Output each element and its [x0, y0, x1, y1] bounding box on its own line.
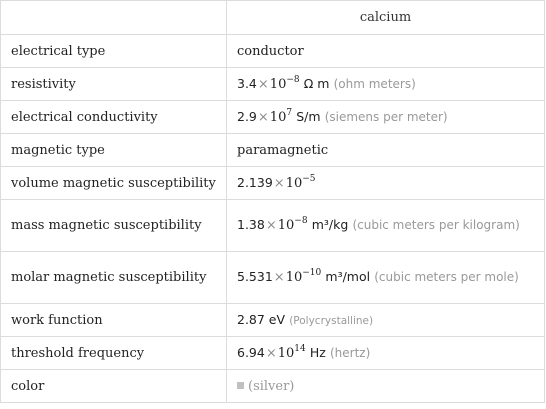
table-row — [1, 35, 545, 68]
table-row — [1, 68, 545, 101]
exponent: −8 — [286, 75, 300, 85]
unit-description: (cubic meters per mole) — [374, 270, 519, 284]
row-value: paramagnetic — [227, 134, 545, 167]
header-row — [1, 1, 545, 35]
mantissa: 2.139 — [237, 175, 273, 190]
exponent: 14 — [294, 344, 306, 354]
mantissa: 2.9 — [237, 109, 257, 124]
exponent: −8 — [294, 216, 308, 226]
row-label: electrical type — [1, 35, 227, 68]
times-sign: × — [257, 110, 269, 125]
row-label: magnetic type — [1, 134, 227, 167]
base: 10 — [277, 218, 295, 233]
header-empty-cell — [1, 1, 227, 35]
mantissa: 5.531 — [237, 269, 273, 284]
base: 10 — [269, 110, 287, 125]
exponent: −5 — [302, 174, 316, 184]
row-label: molar magnetic susceptibility — [1, 252, 227, 304]
exponent: 7 — [286, 108, 293, 118]
base: 10 — [285, 176, 303, 191]
unit: m³/mol — [325, 269, 371, 284]
header-element-name: calcium — [227, 1, 545, 35]
unit: Hz — [309, 345, 326, 360]
unit-description: (hertz) — [330, 346, 371, 360]
row-label: threshold frequency — [1, 337, 227, 370]
row-label: work function — [1, 304, 227, 337]
row-value — [227, 101, 545, 134]
table-row — [1, 304, 545, 337]
row-value: conductor — [227, 35, 545, 68]
row-value — [227, 200, 545, 252]
row-label: color — [1, 370, 227, 403]
table-row — [1, 337, 545, 370]
times-sign: × — [273, 176, 285, 191]
value-text: 2.87 eV — [237, 312, 286, 327]
mantissa: 3.4 — [237, 76, 257, 91]
base: 10 — [269, 77, 287, 92]
unit: S/m — [296, 109, 321, 124]
row-label: volume magnetic susceptibility — [1, 167, 227, 200]
unit: Ω m — [303, 76, 330, 91]
table-row — [1, 370, 545, 403]
row-value — [227, 370, 545, 403]
base: 10 — [277, 346, 295, 361]
value-note: (Polycrystalline) — [289, 315, 374, 327]
row-value — [227, 167, 545, 200]
unit-description: (siemens per meter) — [324, 110, 448, 124]
base: 10 — [285, 270, 303, 285]
row-value — [227, 68, 545, 101]
exponent: −10 — [302, 268, 322, 278]
row-value — [227, 337, 545, 370]
color-name: (silver) — [248, 378, 295, 394]
times-sign: × — [265, 346, 277, 361]
table-row — [1, 101, 545, 134]
color-swatch-icon — [237, 382, 244, 389]
row-label: mass magnetic susceptibility — [1, 200, 227, 252]
table-row — [1, 252, 545, 304]
times-sign: × — [265, 218, 277, 233]
unit-description: (cubic meters per kilogram) — [352, 218, 520, 232]
mantissa: 1.38 — [237, 217, 265, 232]
unit-description: (ohm meters) — [333, 77, 416, 91]
unit: m³/kg — [311, 217, 349, 232]
mantissa: 6.94 — [237, 345, 265, 360]
row-value — [227, 252, 545, 304]
table-row — [1, 200, 545, 252]
row-label: electrical conductivity — [1, 101, 227, 134]
times-sign: × — [273, 270, 285, 285]
row-value — [227, 304, 545, 337]
times-sign: × — [257, 77, 269, 92]
row-label: resistivity — [1, 68, 227, 101]
table-row — [1, 167, 545, 200]
table-row — [1, 134, 545, 167]
